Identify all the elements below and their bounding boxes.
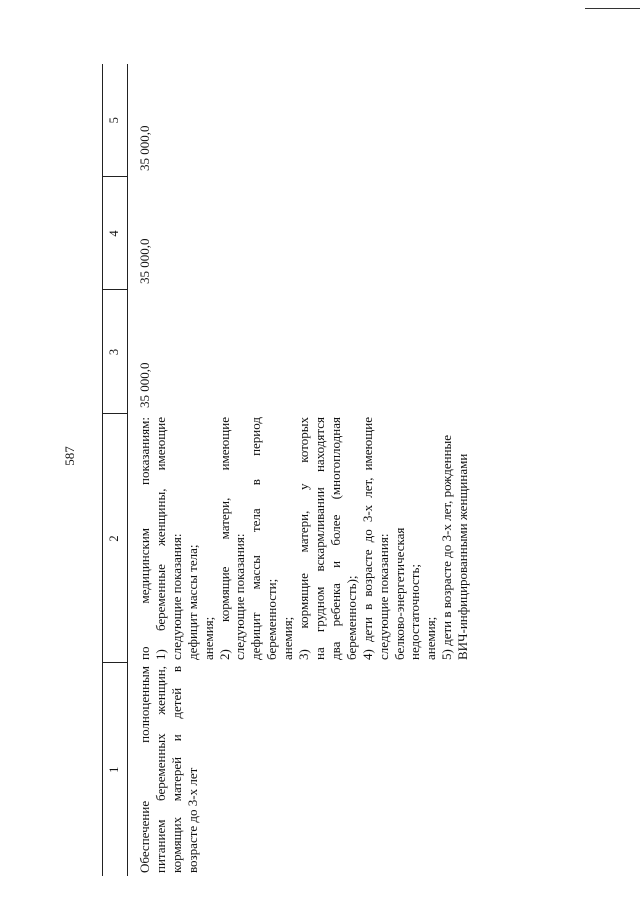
- indication-line: анемия;: [423, 616, 439, 660]
- table-header-row: [103, 64, 128, 876]
- indication-line: недостаточность;: [407, 563, 423, 660]
- indication-line: белково-энергетическая: [391, 527, 407, 660]
- indications-cell: [128, 414, 472, 663]
- corner-rule: [585, 8, 640, 9]
- column-header-5: 5: [103, 64, 128, 177]
- indication-line: 4) дети в возрасте до 3-х лет, имеющие: [359, 417, 375, 660]
- indication-line: анемия;: [200, 616, 216, 660]
- indication-line: ВИЧ-инфицированными женщинами: [455, 453, 471, 660]
- amount-cell-3: 35 000,0: [137, 362, 152, 408]
- column-header-2: 2: [103, 414, 128, 663]
- indication-line: дефицит массы тела;: [184, 544, 200, 660]
- column-header-1: 1: [103, 663, 128, 876]
- indication-line: следующие показания:: [375, 533, 391, 660]
- rotated-table-container: [102, 64, 542, 876]
- column-header-3: 3: [103, 290, 128, 414]
- indication-line: дефицит массы тела в период: [248, 417, 264, 660]
- indication-line: 2) кормящие матери, имеющие: [216, 417, 232, 660]
- budget-table: [102, 64, 471, 876]
- amount-cell-4: 35 000,0: [137, 238, 152, 284]
- indication-line: 1) беременные женщины, имеющие: [152, 417, 168, 660]
- indication-line: беременности;: [264, 578, 280, 660]
- amount-cell-5: 35 000,0: [137, 125, 152, 171]
- measure-name-cell: Обеспечение полноценным питанием беременных женщин, кормящих матерей и детей в возрасте до 3-х лет: [137, 666, 200, 873]
- indication-line: по медицинским показаниям:: [137, 417, 152, 660]
- indication-line: на грудном вскармливании находятся: [311, 417, 327, 660]
- indication-line: следующие показания:: [232, 533, 248, 660]
- indication-line: следующие показания:: [168, 533, 184, 660]
- page-number: 587: [61, 446, 77, 466]
- indication-line: два ребенка и более (многоплодная: [327, 417, 343, 660]
- indication-line: беременность);: [343, 575, 359, 660]
- column-header-4: 4: [103, 177, 128, 290]
- indication-line: 3) кормящие матери, у которых: [296, 417, 312, 660]
- indication-line: анемия;: [280, 616, 296, 660]
- indication-line: 5) дети в возрасте до 3-х лет, рожденные: [439, 434, 455, 660]
- table-row: [128, 64, 472, 876]
